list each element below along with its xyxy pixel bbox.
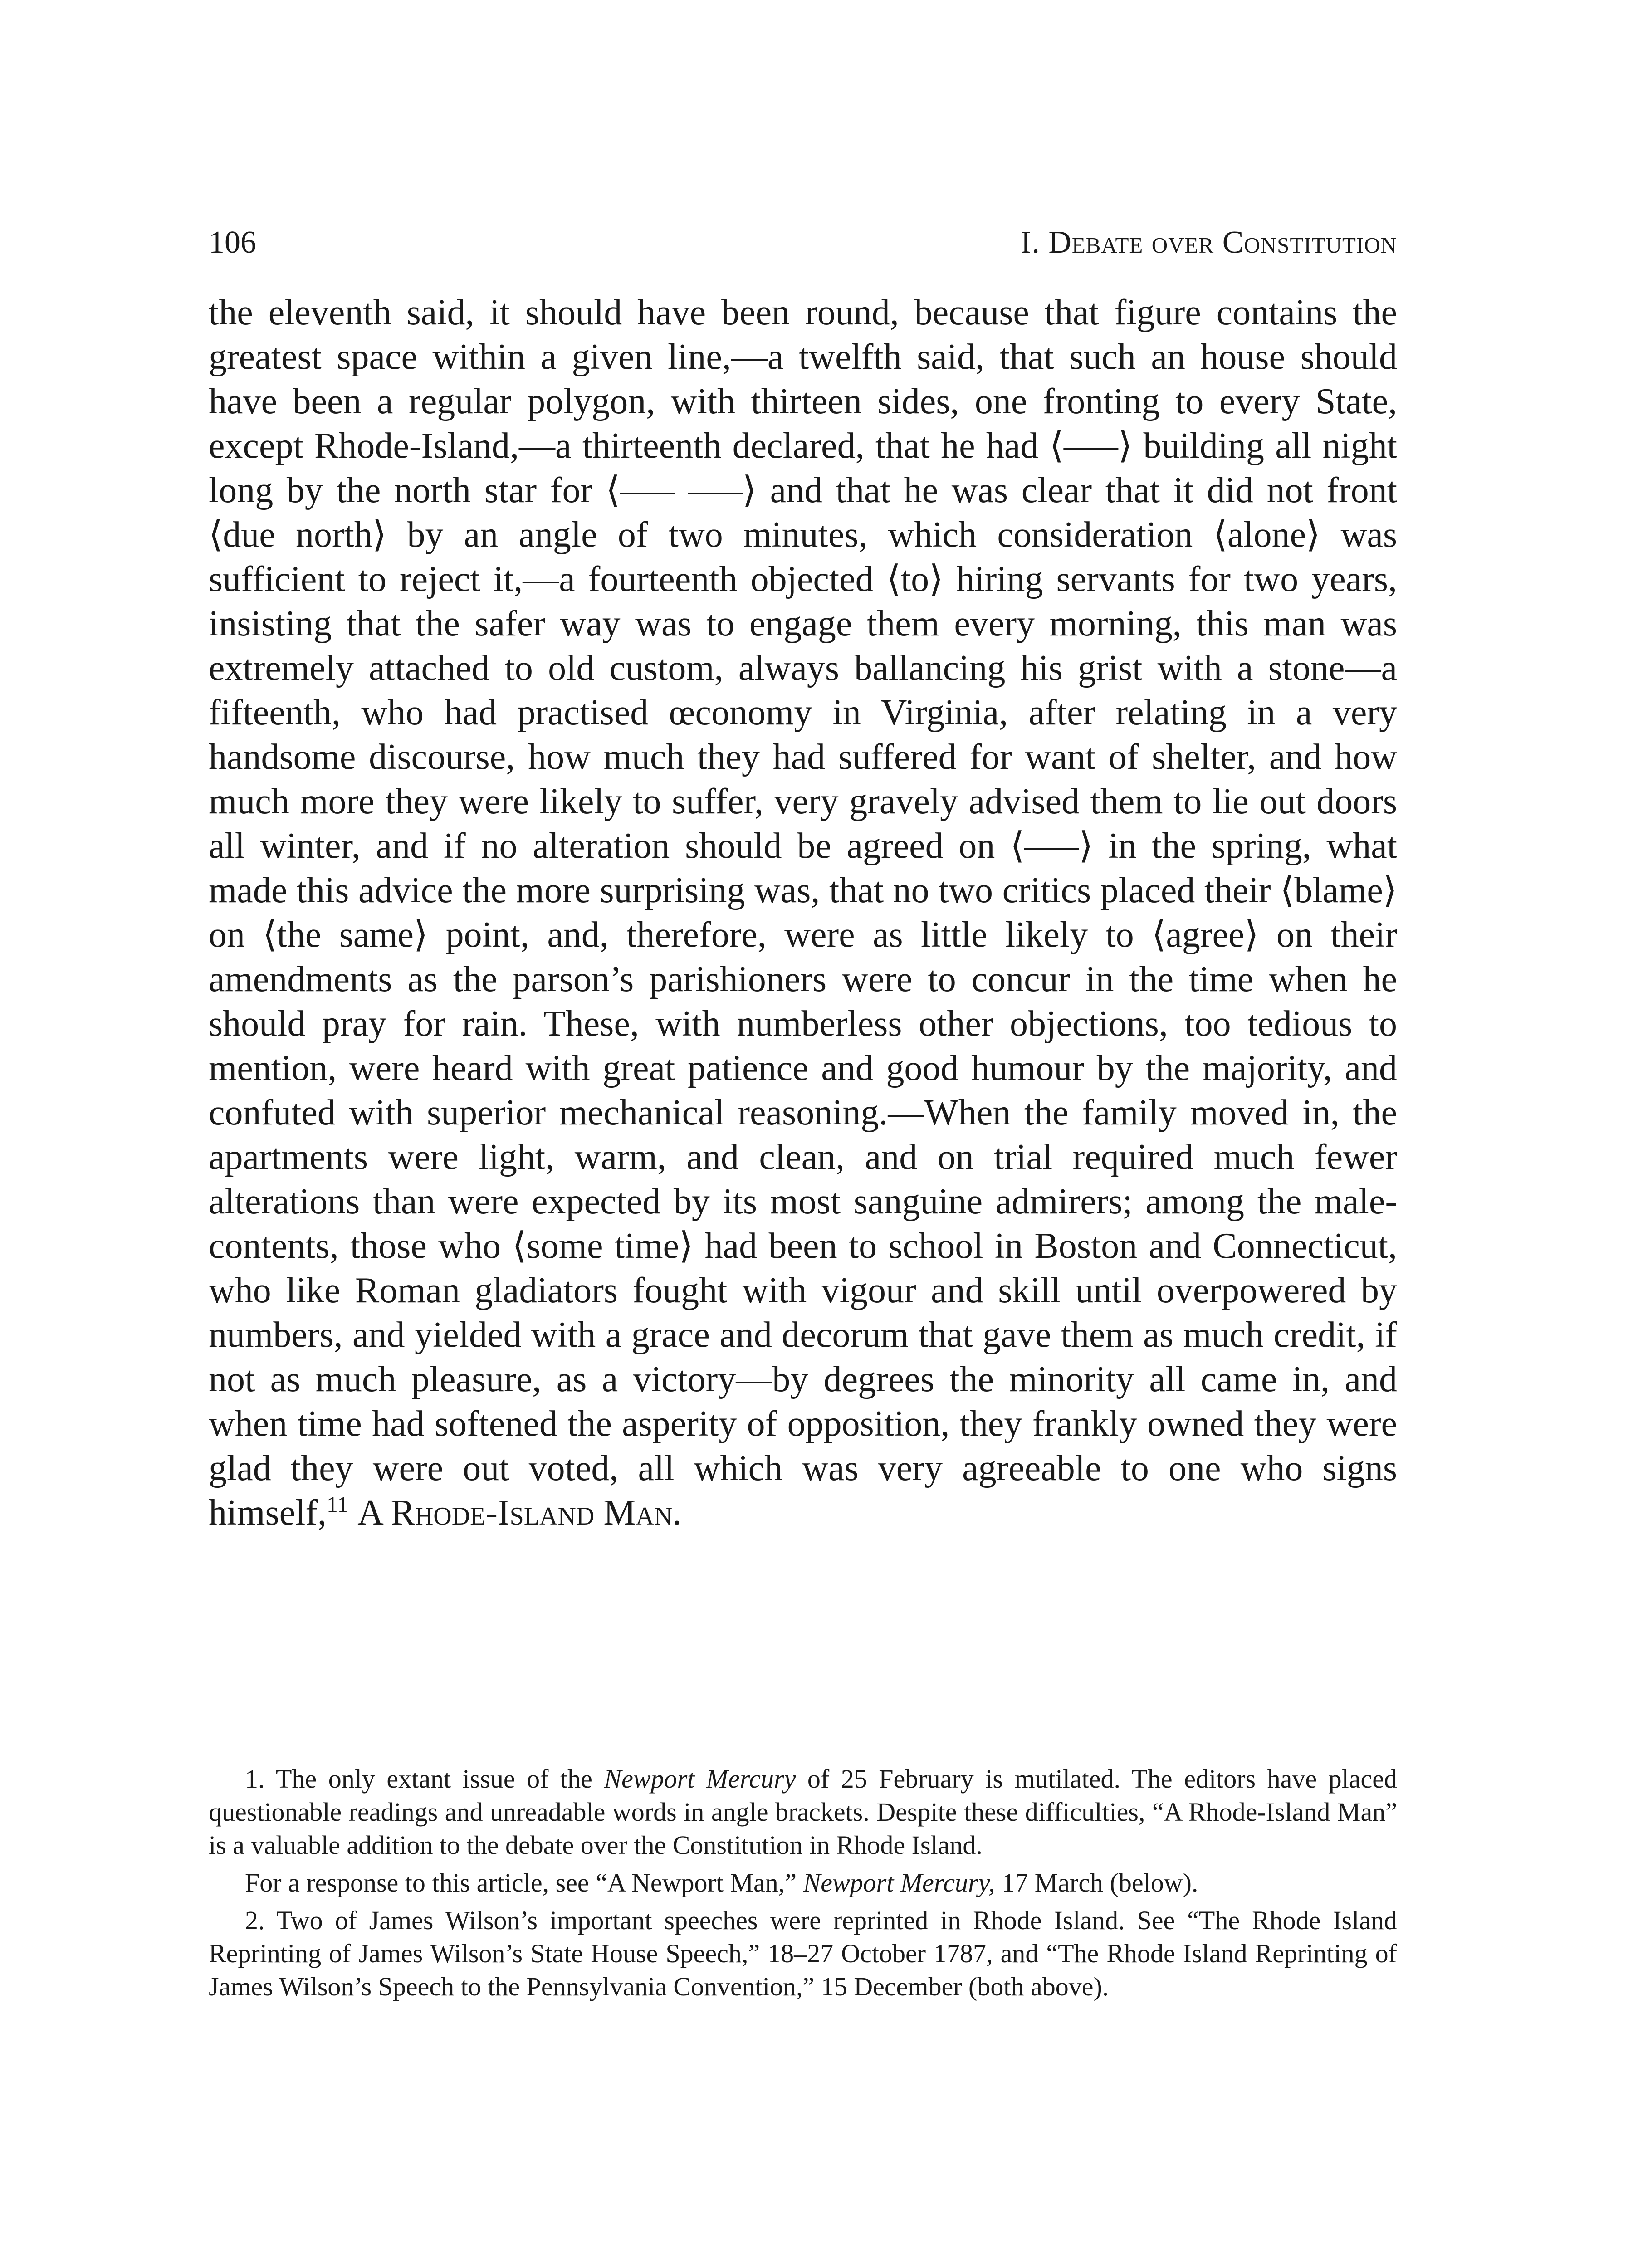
body-text: the eleventh said, it should have been round, because that figure contains the greatest space within a given line,—a twelfth said, that such an house should have been a regular polygon, with thirteen sides, one fronting to every State, except Rhode-Island,—a thirteenth declared, that he had ⟨–––⟩ building all night long by the north star for ⟨––– –––⟩ and that he was clear that it did not front ⟨due north⟩ by an angle of two minutes, which consideration ⟨alone⟩ was sufficient to reject it,—a fourteenth objected ⟨to⟩ hiring servants for two years, insisting that the safer way was to engage them every morning, this man was extremely attached to old custom, always ballancing his grist with a stone—a fifteenth, who had practised œconomy in Virginia, after relating in a very handsome discourse, how much they had suffered for want of shelter, and how much more they were likely to suffer, very gravely advised them to lie out doors all winter, and if no alteration should be agreed on ⟨–––⟩ in the spring, what made this advice the more surprising was, that no two critics placed their ⟨blame⟩ on ⟨the same⟩ point, and, therefore, were as little likely to ⟨agree⟩ on their amendments as the parson’s parishioners were to concur in the time when he should pray for rain. These, with numberless other objections, too tedious to mention, were heard with great patience and good humour by the majority, and confuted with superior mechanical reasoning.—When the family moved in, the apartments were light, warm, and clean, and on trial required much fewer alterations than were expected by its most sanguine admirers; among the male-contents, those who ⟨some time⟩ had been to school in Boston and Connecticut, who like Roman gladiators fought with vigour and skill until overpowered by numbers, and yielded with a grace and decorum that gave them as much credit, if not as much pleasure, as a victory—by degrees the minority all came in, and when time had softened the asperity of opposition, they frankly owned they were glad they were out voted, all which was very agreeable to one who signs himself, bbox=[209, 293, 1397, 1533]
body-paragraph bbox=[209, 290, 1397, 1535]
running-head: I. Debate over Constitution bbox=[1021, 225, 1397, 260]
signature: A Rhode-Island Man. bbox=[357, 1493, 682, 1533]
newspaper-title: Newport Mercury, bbox=[803, 1868, 995, 1897]
newspaper-title: Newport Mercury bbox=[604, 1764, 796, 1794]
main-text bbox=[209, 290, 1397, 1535]
footnotes bbox=[209, 1762, 1397, 2008]
footnote-1-continued: For a response to this article, see “A Newport Man,” Newport Mercury, 17 March (below). bbox=[245, 1868, 1198, 1897]
footnote-reference: 11 bbox=[326, 1491, 349, 1517]
footnote-1: 1. The only extant issue of the Newport Mercury of 25 February is mutilated. The editors have placed questionable readings and unreadable words in angle brackets. Despite these difficulties, “A Rhode-Island Man” is a valuable addition to the debate over the Constitution in Rhode Island. bbox=[209, 1764, 1397, 1860]
footnote-2: 2. Two of James Wilson’s important speeches were reprinted in Rhode Island. See “The Rhode Island Reprinting of James Wilson’s State House Speech,” 18–27 October 1787, and “The Rhode Island Reprinting of James Wilson’s Speech to the Pennsylvania Convention,” 15 December (both above). bbox=[209, 1906, 1397, 2001]
page-header bbox=[209, 218, 1397, 272]
page-number: 106 bbox=[209, 225, 256, 260]
